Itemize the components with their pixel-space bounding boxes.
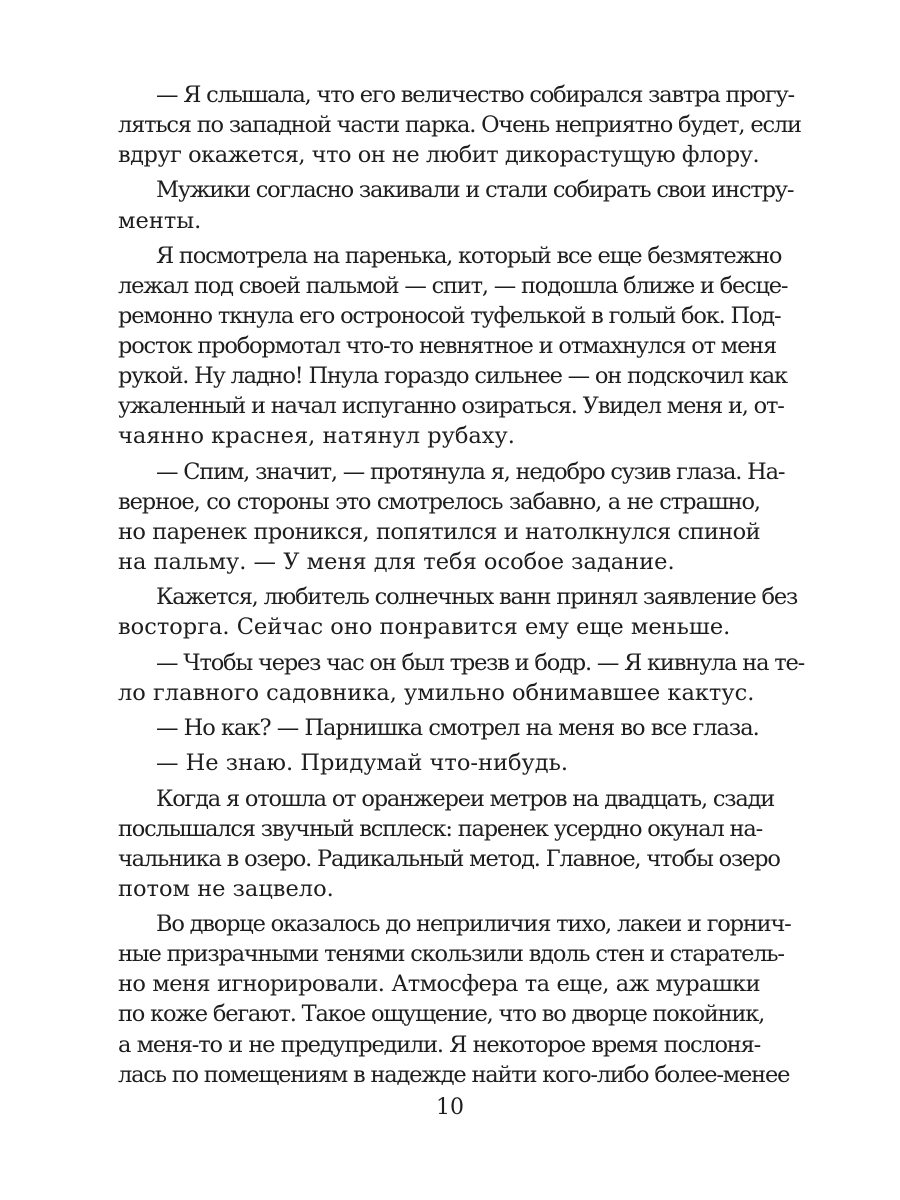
text-line: чаянно краснея, натянул рубаху. [118, 423, 515, 450]
text-line: — Не знаю. Придумай что-нибудь. [156, 750, 568, 777]
text-line: Когда я отошла от оранжереи метров на двадцать, сзади [156, 785, 775, 812]
text-line: Кажется, любитель солнечных ванн принял заявление без [156, 584, 798, 611]
text-line: но паренек проникся, попятился и натолкнулся спиной [118, 518, 760, 545]
text-line: на пальму. — У меня для тебя особое задание. [118, 548, 675, 575]
text-line: ужаленный и начал испуганно озираться. Увидел меня и, от- [118, 393, 784, 420]
text-line: чальника в озеро. Радикальный метод. Главное, чтобы озеро [118, 845, 780, 872]
text-line: лась по помещениям в надежде найти кого-либо более-менее [118, 1061, 790, 1088]
text-line: ные призрачными тенями скользили вдоль стен и старатель- [118, 941, 784, 968]
text-line: вдруг окажется, что он не любит дикорастущую флору. [118, 142, 760, 169]
text-line: — Чтобы через час он был трезв и бодр. — Я кивнула на те- [156, 649, 804, 676]
paragraph [118, 175, 794, 235]
text-line: — Я слышала, что его величество собирался завтра прогу- [156, 82, 794, 108]
paragraph [118, 582, 798, 642]
text-line: Я посмотрела на паренька, который все еще безмятежно [156, 242, 782, 269]
paragraph [118, 241, 788, 452]
text-line: послышался звучный всплеск: паренек усердно окунал на- [118, 815, 762, 842]
paragraph [118, 648, 804, 708]
page-number: 10 [436, 1095, 464, 1120]
text-line: ло главного садовника, умильно обнимавшее кактус. [118, 679, 755, 706]
text-line: менты. [118, 207, 202, 234]
text-line: по коже бегают. Такое ощущение, что во дворце покойник, [118, 1001, 765, 1028]
text-line: а меня-то и не предупредили. Я некоторое время послоня- [118, 1031, 760, 1058]
text-line: лежал под своей пальмой — спит, — подошла ближе и бесце- [118, 272, 788, 299]
paragraph [118, 457, 785, 577]
paragraph [118, 80, 801, 170]
text-line: Мужики согласно закивали и стали собирать свои инстру- [156, 177, 794, 204]
paragraph [118, 909, 791, 1090]
text-line: верное, со стороны это смотрелось забавно, а не страшно, [118, 488, 760, 515]
text-line: ремонно ткнула его остроносой туфелькой в голый бок. Под- [118, 303, 781, 330]
text-line: — Но как? — Парнишка смотрел на меня во все глаза. [156, 715, 759, 741]
paragraph [118, 713, 760, 743]
text-line: ляться по западной части парка. Очень неприятно будет, если [118, 112, 801, 139]
text-line: восторга. Сейчас оно понравится ему еще меньше. [118, 614, 731, 641]
text-line: — Спим, значит, — протянула я, недобро сузив глаза. На- [156, 458, 785, 485]
paragraph [118, 748, 760, 778]
text-line: потом не зацвело. [118, 875, 334, 902]
paragraph [118, 784, 780, 904]
text-line: но меня игнорировали. Атмосфера та еще, аж мурашки [118, 971, 760, 998]
text-line: рукой. Ну ладно! Пнула гораздо сильнее — он подскочил как [118, 363, 787, 390]
body-text [118, 80, 804, 1095]
text-line: Во дворце оказалось до неприличия тихо, лакеи и горнич- [156, 911, 791, 938]
text-line: росток пробормотал что-то невнятное и отмахнулся от меня [118, 333, 776, 360]
